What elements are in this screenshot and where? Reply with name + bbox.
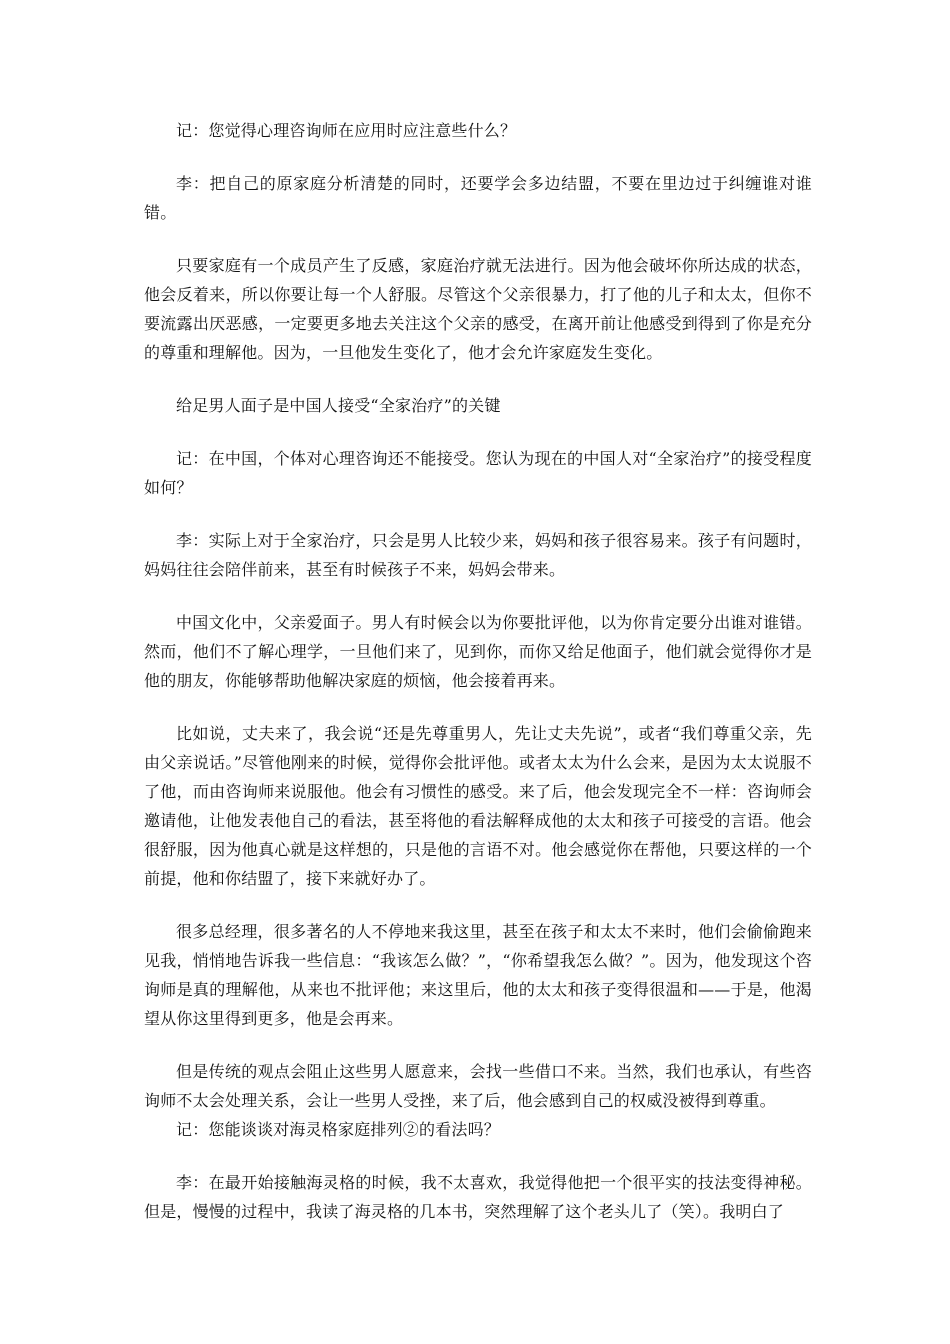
paragraph-example-husband: 比如说，丈夫来了，我会说“还是先尊重男人，先让丈夫先说”，或者“我们尊重父亲，先由父亲说话。”尽管他刚来的时候，觉得你会批评他。或者太太为什么会来，是因为太太说服不了他，而由咨询师来说服他。他会有习惯性的感受。来了后，他会发现完全不一样：咨询师会邀请他，让他发表他自己的看法，甚至将他的看法解释成他的太太和孩子可接受的言语。他会很舒服，因为他真心就是这样想的，只是他的言语不对。他会感觉你在帮他，只要这样的一个前提，他和你结盟了，接下来就好办了。 [144, 724, 812, 888]
document-body [144, 116, 812, 1250]
paragraph-question-hellinger: 记：您能谈谈对海灵格家庭排列②的看法吗？ [176, 1120, 501, 1139]
paragraph-traditional-views: 但是传统的观点会阻止这些男人愿意来，会找一些借口不来。当然，我们也承认，有些咨询师不太会处理关系，会让一些男人受挫，来了后，他会感到自己的权威没被得到尊重。 [144, 1062, 812, 1110]
paragraph-answer-men-come-less: 李：实际上对于全家治疗，只会是男人比较少来，妈妈和孩子很容易来。孩子有问题时，妈妈往往会陪伴前来，甚至有时候孩子不来，妈妈会带来。 [144, 531, 812, 579]
section-heading-face: 给足男人面子是中国人接受“全家治疗”的关键 [176, 396, 501, 415]
paragraph-managers-come: 很多总经理，很多著名的人不停地来我这里，甚至在孩子和太太不来时，他们会偷偷跑来见我，悄悄地告诉我一些信息：“我该怎么做？”，“你希望我怎么做？”。因为，他发现这个咨询师是真的理解他，从来也不批评他；来这里后，他的太太和孩子变得很温和——于是，他渴望从你这里得到更多，他是会再来。 [144, 922, 812, 1028]
paragraph-question-acceptance: 记：在中国，个体对心理咨询还不能接受。您认为现在的中国人对“全家治疗”的接受程度如何？ [144, 449, 812, 497]
paragraph-answer-family-analysis: 李：把自己的原家庭分析清楚的同时，还要学会多边结盟，不要在里边过于纠缠谁对谁错。 [144, 174, 812, 222]
paragraph-chinese-culture-face: 中国文化中，父亲爱面子。男人有时候会以为你要批评他，以为你肯定要分出谁对谁错。然而，他们不了解心理学，一旦他们来了，见到你，而你又给足他面子，他们就会觉得你才是他的朋友，你能够帮助他解决家庭的烦恼，他会接着再来。 [144, 613, 812, 690]
paragraph-answer-hellinger: 李：在最开始接触海灵格的时候，我不太喜欢，我觉得他把一个很平实的技法变得神秘。但是，慢慢的过程中，我读了海灵格的几本书，突然理解了这个老头儿了（笑）。我明白了 [144, 1173, 812, 1221]
paragraph-family-member-reaction: 只要家庭有一个成员产生了反感，家庭治疗就无法进行。因为他会破坏你所达成的状态，他会反着来，所以你要让每一个人舒服。尽管这个父亲很暴力，打了他的儿子和太太，但你不要流露出厌恶感，一定要更多地去关注这个父亲的感受，在离开前让他感受到得到了你是充分的尊重和理解他。因为，一旦他发生变化了，他才会允许家庭发生变化。 [144, 256, 812, 362]
paragraph-question-counselor-cautions: 记：您觉得心理咨询师在应用时应注意些什么？ [176, 121, 517, 140]
